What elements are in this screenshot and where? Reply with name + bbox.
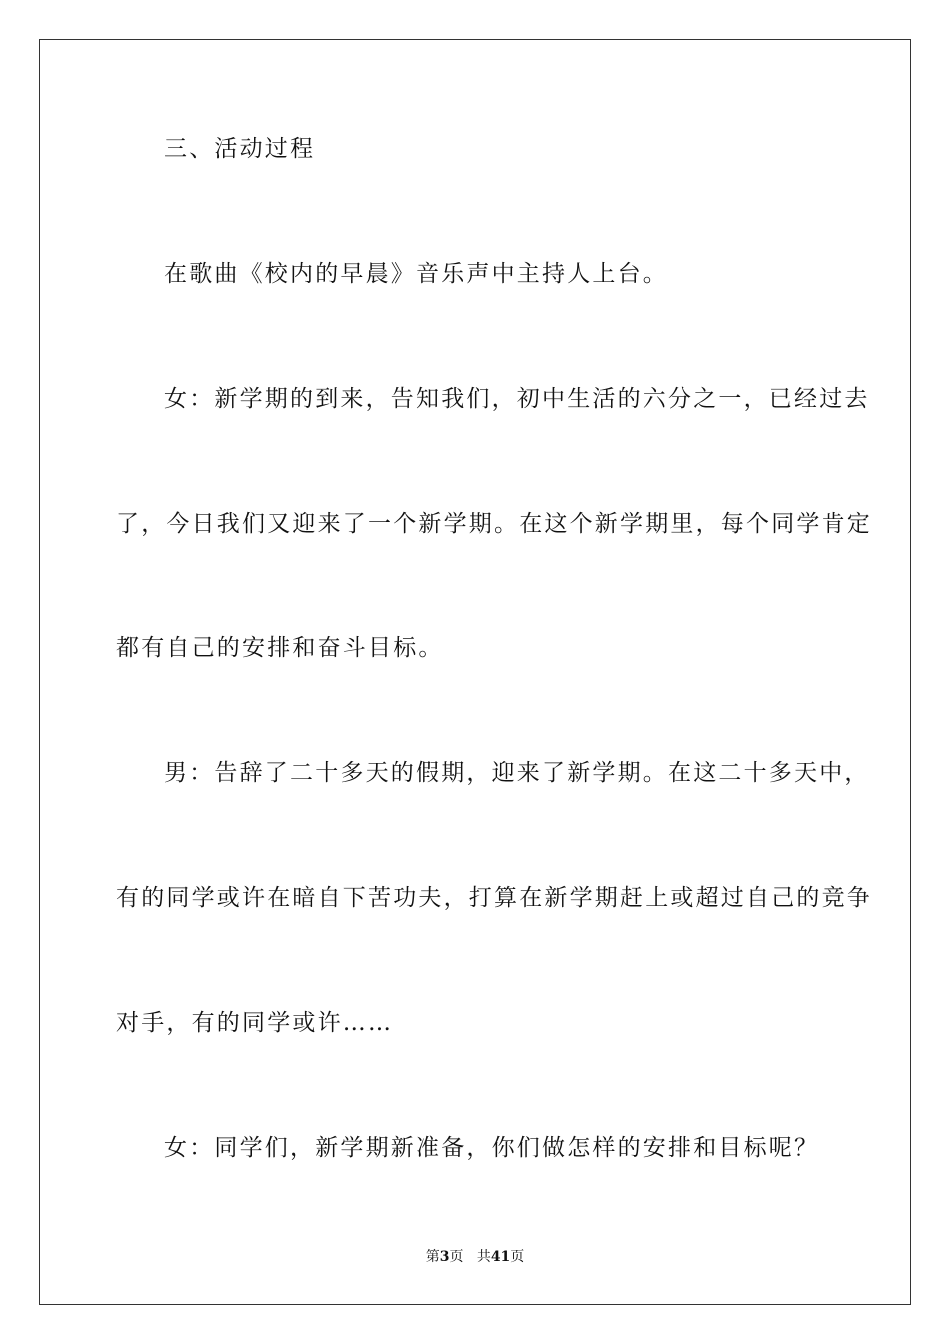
paragraph-3-line-2: 有的同学或许在暗自下苦功夫，打算在新学期赶上或超过自己的竞争 (116, 885, 872, 911)
paragraph-2-line-3: 都有自己的安排和奋斗目标。 (116, 635, 444, 661)
footer-total-suffix: 页 (510, 1249, 525, 1265)
footer-total-pages: 41 (490, 1249, 511, 1265)
page-frame (39, 39, 911, 1305)
paragraph-3-line-1: 男：告辞了二十多天的假期，迎来了新学期。在这二十多天中， (164, 760, 870, 786)
footer-page-number: 3 (439, 1249, 450, 1265)
paragraph-3-line-3: 对手，有的同学或许…… (116, 1010, 394, 1036)
paragraph-2-line-1: 女：新学期的到来，告知我们，初中生活的六分之一，已经过去 (164, 386, 870, 412)
paragraph-2-line-2: 了，今日我们又迎来了一个新学期。在这个新学期里，每个同学肯定 (116, 511, 872, 537)
paragraph-4-line-1: 女：同学们，新学期新准备，你们做怎样的安排和目标呢？ (164, 1135, 820, 1161)
footer-page-suffix: 页 (449, 1249, 464, 1265)
paragraph-1-line-1: 在歌曲《校内的早晨》音乐声中主持人上台。 (164, 261, 668, 287)
footer-page-prefix: 第 (425, 1249, 440, 1265)
footer-total-prefix: 共 (476, 1249, 491, 1265)
page-footer (0, 1248, 950, 1266)
section-heading: 三、活动过程 (164, 136, 316, 162)
